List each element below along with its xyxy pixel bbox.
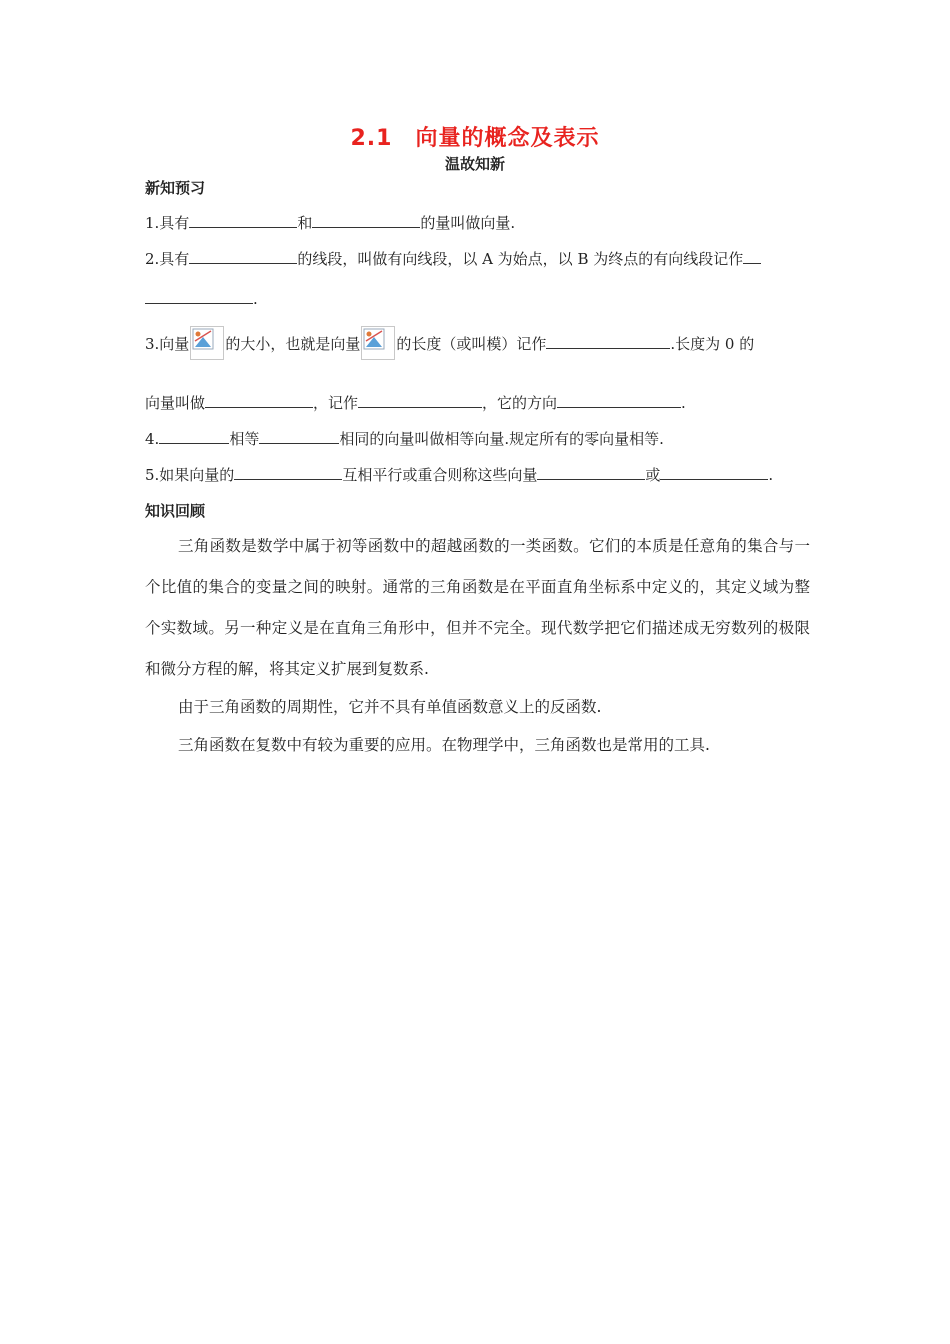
q1-text-b: 和	[297, 214, 313, 232]
question-3-continued	[145, 393, 686, 413]
question-3	[145, 328, 754, 362]
answer-blank	[259, 429, 339, 444]
q2-text-b: 的线段，叫做有向线段，以 A 为始点，以 B 为终点的有向线段记作	[297, 250, 744, 268]
answer-blank	[145, 289, 253, 304]
q4-text-c: 相同的向量叫做相等向量.规定所有的零向量相等.	[339, 430, 664, 448]
q3-text-b: 的大小，也就是向量	[225, 335, 361, 353]
page-title: 2.1 向量的概念及表示	[350, 126, 600, 151]
q5-text-a: 5.如果向量的	[145, 466, 235, 484]
q1-text-c: 的量叫做向量.	[420, 214, 516, 232]
q2-text-c: .	[253, 290, 258, 308]
q3-text-g: ，它的方向	[482, 394, 558, 412]
q3-text-a: 3.向量	[145, 335, 190, 353]
review-paragraph-3: 三角函数在复数中有较为重要的应用。在物理学中，三角函数也是常用的工具.	[178, 736, 710, 754]
answer-blank	[189, 213, 297, 228]
q5-text-c: 或	[645, 466, 661, 484]
question-1	[145, 213, 515, 233]
q5-text-d: .	[768, 466, 774, 484]
broken-image-icon	[361, 326, 395, 360]
answer-blank	[537, 465, 645, 480]
review-paragraph-2: 由于三角函数的周期性，它并不具有单值函数意义上的反函数.	[178, 698, 602, 716]
broken-image-icon	[190, 326, 224, 360]
question-2-continued	[145, 289, 258, 309]
q3-text-e: 向量叫做	[145, 394, 206, 412]
q4-text-b: 相等	[229, 430, 260, 448]
question-5	[145, 465, 773, 485]
section-heading-review: 知识回顾	[145, 502, 206, 520]
answer-blank	[743, 249, 761, 264]
question-4	[145, 429, 664, 449]
q3-text-f: ，记作	[313, 394, 359, 412]
answer-blank	[189, 249, 297, 264]
q3-text-h: .	[681, 394, 686, 412]
q2-text-a: 2.具有	[145, 250, 190, 268]
answer-blank	[159, 429, 229, 444]
review-paragraph-1: 三角函数是数学中属于初等函数中的超越函数的一类函数。它们的本质是任意角的集合与一个比值的集合的变量之间的映射。通常的三角函数是在平面直角坐标系中定义的，其定义域为整个实数域。另一种定义是在直角三角形中，但并不完全。现代数学把它们描述成无穷数列的极限和微分方程的解，将其定义扩展到复数系.	[145, 537, 810, 678]
answer-blank	[546, 334, 670, 349]
q3-text-c: 的长度（或叫模）记作	[396, 335, 547, 353]
question-2	[145, 249, 761, 269]
section-heading-preview: 新知预习	[145, 179, 206, 197]
q3-text-d: .长度为 0 的	[670, 335, 755, 353]
answer-blank	[234, 465, 342, 480]
answer-blank	[660, 465, 768, 480]
q1-text-a: 1.具有	[145, 214, 190, 232]
answer-blank	[358, 393, 482, 408]
answer-blank	[205, 393, 313, 408]
q4-text-a: 4.	[145, 430, 160, 448]
page-subtitle: 温故知新	[444, 155, 505, 173]
answer-blank	[312, 213, 420, 228]
q5-text-b: 互相平行或重合则称这些向量	[342, 466, 538, 484]
answer-blank	[557, 393, 681, 408]
